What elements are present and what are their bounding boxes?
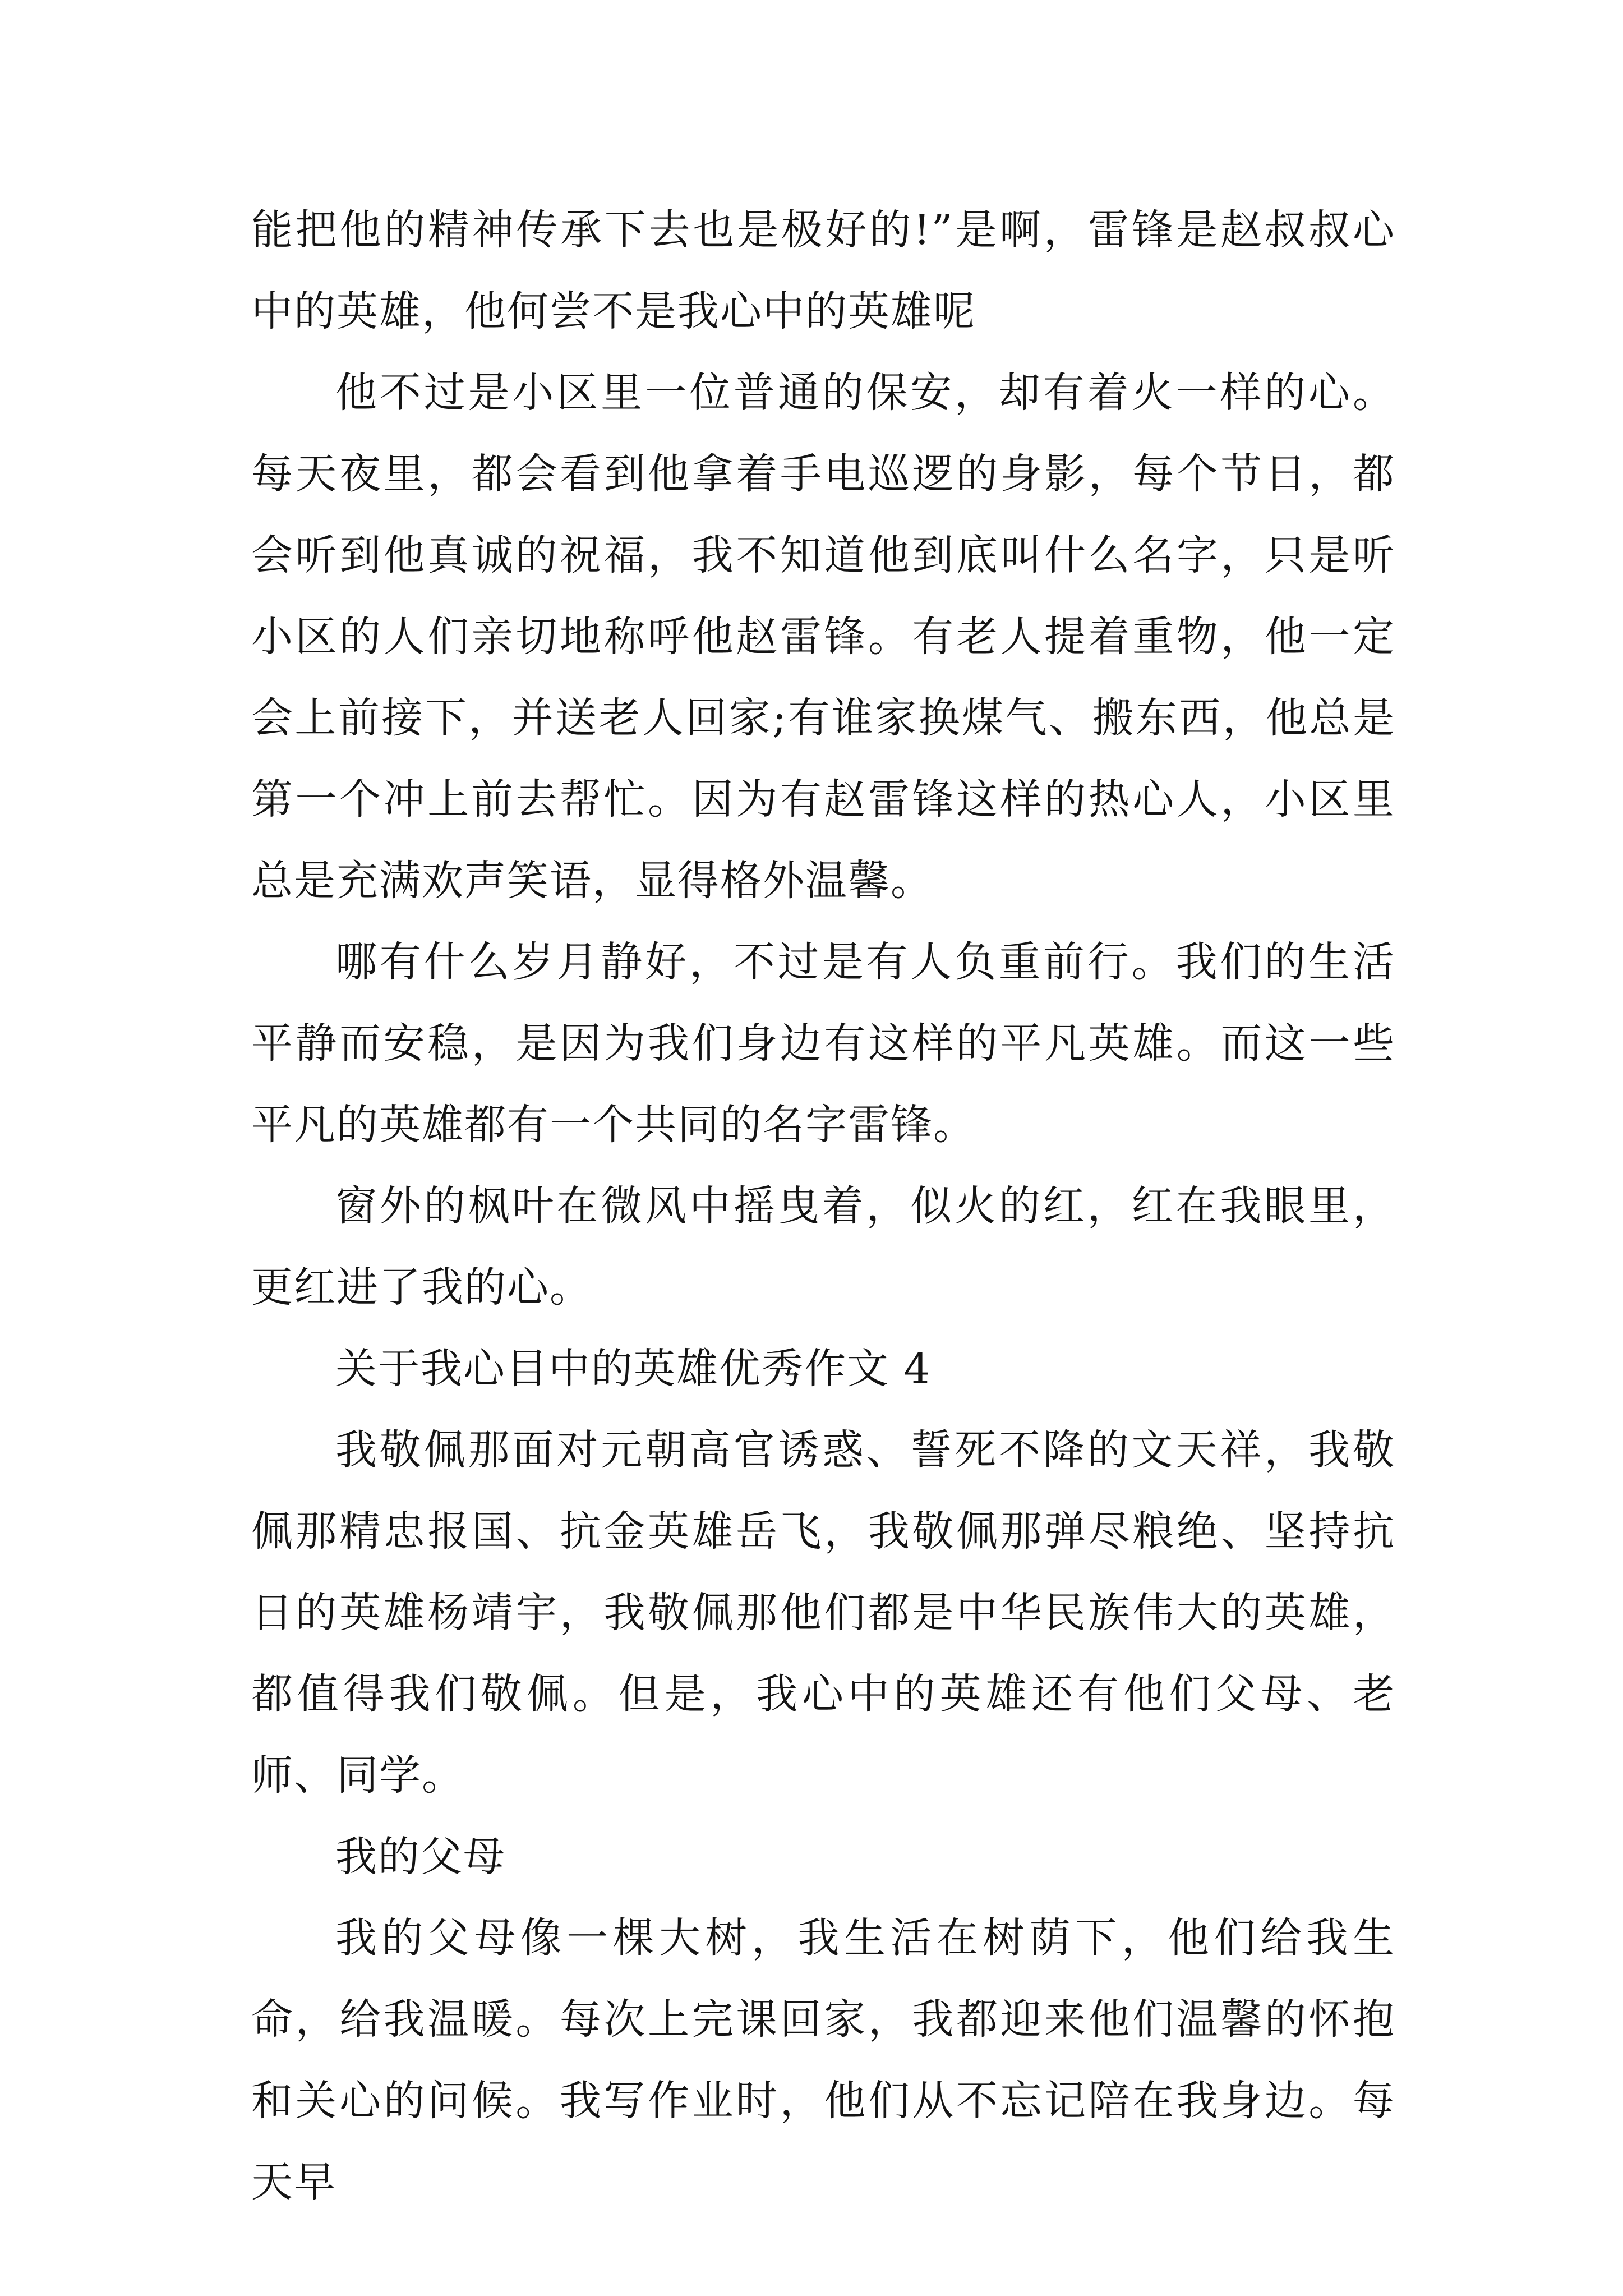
document-body — [251, 190, 1395, 2223]
paragraph-security-guard: 他不过是小区里一位普通的保安，却有着火一样的心。每天夜里，都会看到他拿着手电巡逻的身影，每个节日，都会听到他真诚的祝福，我不知道他到底叫什么名字，只是听小区的人们亲切地称呼他赵雷锋。有老人提着重物，他一定会上前接下，并送老人回家;有谁家换煤气、搬东西，他总是第一个冲上前去帮忙。因为有赵雷锋这样的热心人，小区里总是充满欢声笑语，显得格外温馨。 — [251, 369, 1395, 905]
essay-title: 关于我心目中的英雄优秀作文 4 — [335, 1345, 932, 1393]
paragraph-maple-leaves: 窗外的枫叶在微风中摇曳着，似火的红，红在我眼里，更红进了我的心。 — [251, 1182, 1395, 1312]
paragraph-parents: 我的父母像一棵大树，我生活在树荫下，他们给我生命，给我温暖。每次上完课回家，我都迎来他们温馨的怀抱和关心的问候。我写作业时，他们从不忘记陪在我身边。每天早 — [251, 1914, 1395, 2206]
paragraph-ordinary-heroes: 哪有什么岁月静好，不过是有人负重前行。我们的生活平静而安稳，是因为我们身边有这样的平凡英雄。而这一些平凡的英雄都有一个共同的名字雷锋。 — [251, 938, 1395, 1149]
paragraph-continuation: 能把他的精神传承下去也是极好的!”是啊，雷锋是赵叔叔心中的英雄，他何尝不是我心中的英雄呢 — [251, 206, 1395, 335]
paragraph-historic-heroes: 我敬佩那面对元朝高官诱惑、誓死不降的文天祥，我敬佩那精忠报国、抗金英雄岳飞，我敬佩那弹尽粮绝、坚持抗日的英雄杨靖宇，我敬佩那他们都是中华民族伟大的英雄，都值得我们敬佩。但是，我心中的英雄还有他们父母、老师、同学。 — [251, 1426, 1395, 1800]
section-heading-parents: 我的父母 — [335, 1833, 506, 1881]
